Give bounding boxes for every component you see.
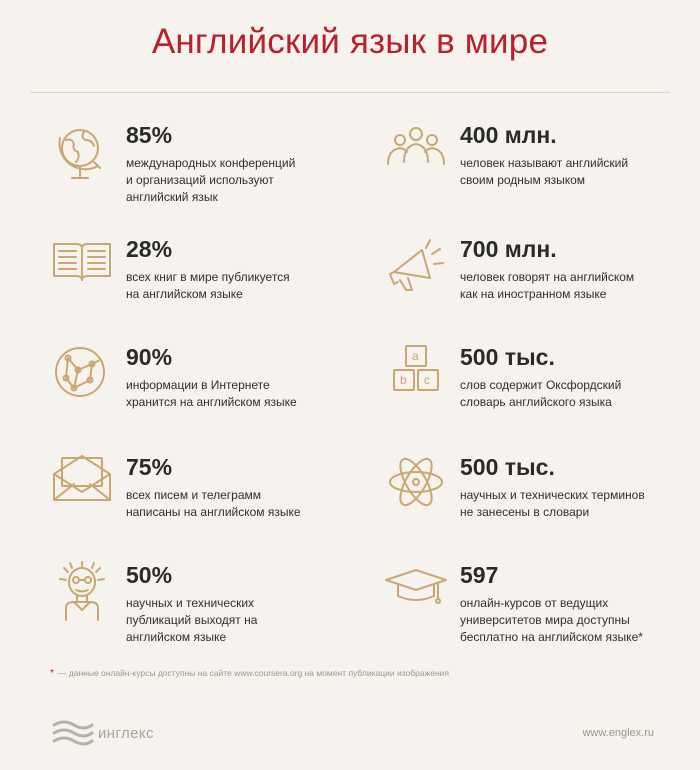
stat-number: 400 млн. xyxy=(460,122,557,148)
stat-number: 597 xyxy=(460,562,499,588)
logo-text: инглекс xyxy=(98,724,154,742)
megaphone-icon xyxy=(384,236,448,300)
graduation-cap-icon xyxy=(384,562,448,626)
block-letter: c xyxy=(424,373,430,387)
stat-number: 700 млн. xyxy=(460,236,557,262)
footnote-text: — данные онлайн-курсы доступны на сайте www.coursera.org на момент публикации изображения xyxy=(57,668,449,678)
page-title: Английский язык в мире xyxy=(151,22,549,61)
logo-wave-icon xyxy=(50,719,94,747)
book-icon xyxy=(50,236,114,300)
scientist-icon xyxy=(50,562,114,626)
stat-item-foreign-speakers xyxy=(364,236,694,336)
stat-item-dictionary xyxy=(364,344,694,444)
stat-number: 500 тыс. xyxy=(460,454,555,480)
stat-item-internet xyxy=(30,344,360,444)
globe-icon xyxy=(50,122,114,186)
atom-icon xyxy=(384,454,448,518)
stat-description: международных конференций и организаций используют английский язык xyxy=(126,156,296,204)
stat-number: 85% xyxy=(126,122,173,148)
footnote xyxy=(50,668,449,679)
block-letter: a xyxy=(412,349,419,363)
footnote-star: * xyxy=(50,668,54,679)
stat-number: 75% xyxy=(126,454,173,480)
stat-number: 28% xyxy=(126,236,173,262)
stat-item-native-speakers xyxy=(364,122,694,222)
stat-number: 90% xyxy=(126,344,173,370)
brand-logo xyxy=(50,718,154,748)
stat-item-terms xyxy=(364,454,694,554)
stat-description: научных и технических публикаций выходят на английском языке xyxy=(126,596,258,644)
stat-description: научных и технических терминов не занесены в словари xyxy=(460,488,645,519)
stat-description: слов содержит Оксфордский словарь английского языка xyxy=(460,378,622,409)
stat-item-books xyxy=(30,236,360,336)
stat-description: информации в Интернете хранится на английском языке xyxy=(126,378,297,409)
letter-blocks-icon xyxy=(384,344,448,408)
title-divider xyxy=(30,92,670,93)
envelope-icon xyxy=(50,454,114,518)
stat-description: человек называют английский своим родным языком xyxy=(460,156,629,187)
stat-item-online-courses xyxy=(364,562,694,662)
stat-number: 50% xyxy=(126,562,173,588)
stat-description: онлайн-курсов от ведущих университетов мира доступны бесплатно на английском языке* xyxy=(460,596,643,644)
block-letter: b xyxy=(400,373,407,387)
stat-description: человек говорят на английском как на иностранном языке xyxy=(460,270,635,301)
stat-description: всех книг в мире публикуется на английском языке xyxy=(126,270,290,301)
stat-description: всех писем и телеграмм написаны на английском языке xyxy=(126,488,301,519)
stat-item-letters xyxy=(30,454,360,554)
stat-item-conferences xyxy=(30,122,360,222)
stat-item-publications xyxy=(30,562,360,662)
network-globe-icon xyxy=(50,344,114,408)
stat-number: 500 тыс. xyxy=(460,344,555,370)
people-icon xyxy=(384,122,448,186)
site-url: www.englex.ru xyxy=(582,727,654,739)
